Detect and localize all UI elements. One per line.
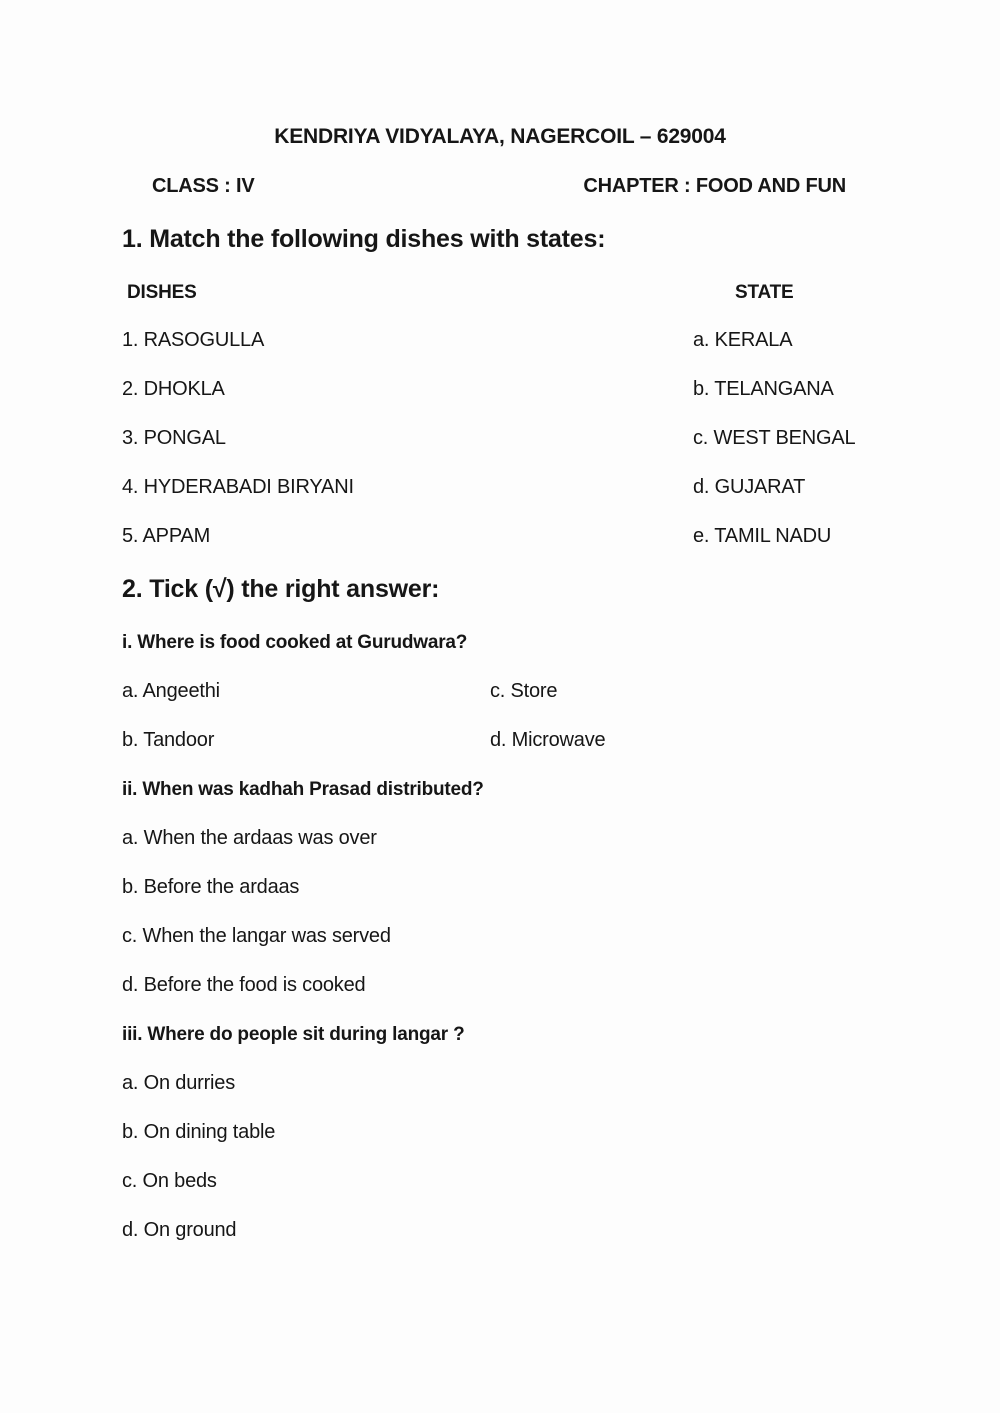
- option-row: [122, 716, 1000, 765]
- section1-heading: 1. Match the following dishes with states:: [122, 225, 606, 253]
- question-iii: iii. Where do people sit during langar ?: [122, 1023, 465, 1045]
- match-row: [122, 316, 1000, 365]
- dish-item: 5. APPAM: [122, 525, 211, 547]
- option-text: c. When the langar was served: [122, 925, 391, 947]
- option-text: d. Microwave: [490, 729, 606, 751]
- dish-item: 3. PONGAL: [122, 427, 226, 449]
- option-row: [122, 961, 1000, 1010]
- option-row: [122, 863, 1000, 912]
- match-row: [122, 512, 1000, 561]
- option-text: b. Before the ardaas: [122, 876, 300, 898]
- state-item: b. TELANGANA: [693, 378, 834, 400]
- option-row: [122, 912, 1000, 961]
- match-list: [122, 316, 1000, 561]
- option-text: a. Angeethi: [122, 680, 220, 702]
- state-item: d. GUJARAT: [693, 476, 806, 498]
- option-text: a. On durries: [122, 1072, 236, 1094]
- header-row: [152, 171, 846, 201]
- option-text: c. On beds: [122, 1170, 217, 1192]
- state-item: a. KERALA: [693, 329, 793, 351]
- option-row: [122, 667, 1000, 716]
- option-text: b. On dining table: [122, 1121, 276, 1143]
- option-text: d. Before the food is cooked: [122, 974, 366, 996]
- option-row: [122, 1108, 1000, 1157]
- option-row: [122, 1157, 1000, 1206]
- option-text: c. Store: [490, 680, 558, 702]
- option-row: [122, 1059, 1000, 1108]
- state-item: e. TAMIL NADU: [693, 525, 832, 547]
- question-ii: ii. When was kadhah Prasad distributed?: [122, 778, 484, 800]
- match-row: [122, 414, 1000, 463]
- dish-item: 1. RASOGULLA: [122, 329, 265, 351]
- question-i: i. Where is food cooked at Gurudwara?: [122, 631, 468, 653]
- option-row: [122, 814, 1000, 863]
- option-text: d. On ground: [122, 1219, 237, 1241]
- match-row: [122, 365, 1000, 414]
- chapter-label: CHAPTER : FOOD AND FUN: [583, 175, 846, 197]
- document-title: KENDRIYA VIDYALAYA, NAGERCOIL – 629004: [274, 125, 726, 148]
- option-text: a. When the ardaas was over: [122, 827, 377, 849]
- dishes-column-header: DISHES: [127, 282, 197, 303]
- class-label: CLASS : IV: [152, 175, 255, 197]
- state-item: c. WEST BENGAL: [693, 427, 856, 449]
- section2-heading: 2. Tick (√) the right answer:: [122, 575, 440, 603]
- questions-block: [0, 618, 1000, 1255]
- match-row: [122, 463, 1000, 512]
- match-column-headers: [127, 278, 1000, 308]
- dish-item: 2. DHOKLA: [122, 378, 225, 400]
- option-row: [122, 1206, 1000, 1255]
- option-text: b. Tandoor: [122, 729, 215, 751]
- state-column-header: STATE: [735, 282, 794, 303]
- dish-item: 4. HYDERABADI BIRYANI: [122, 476, 354, 498]
